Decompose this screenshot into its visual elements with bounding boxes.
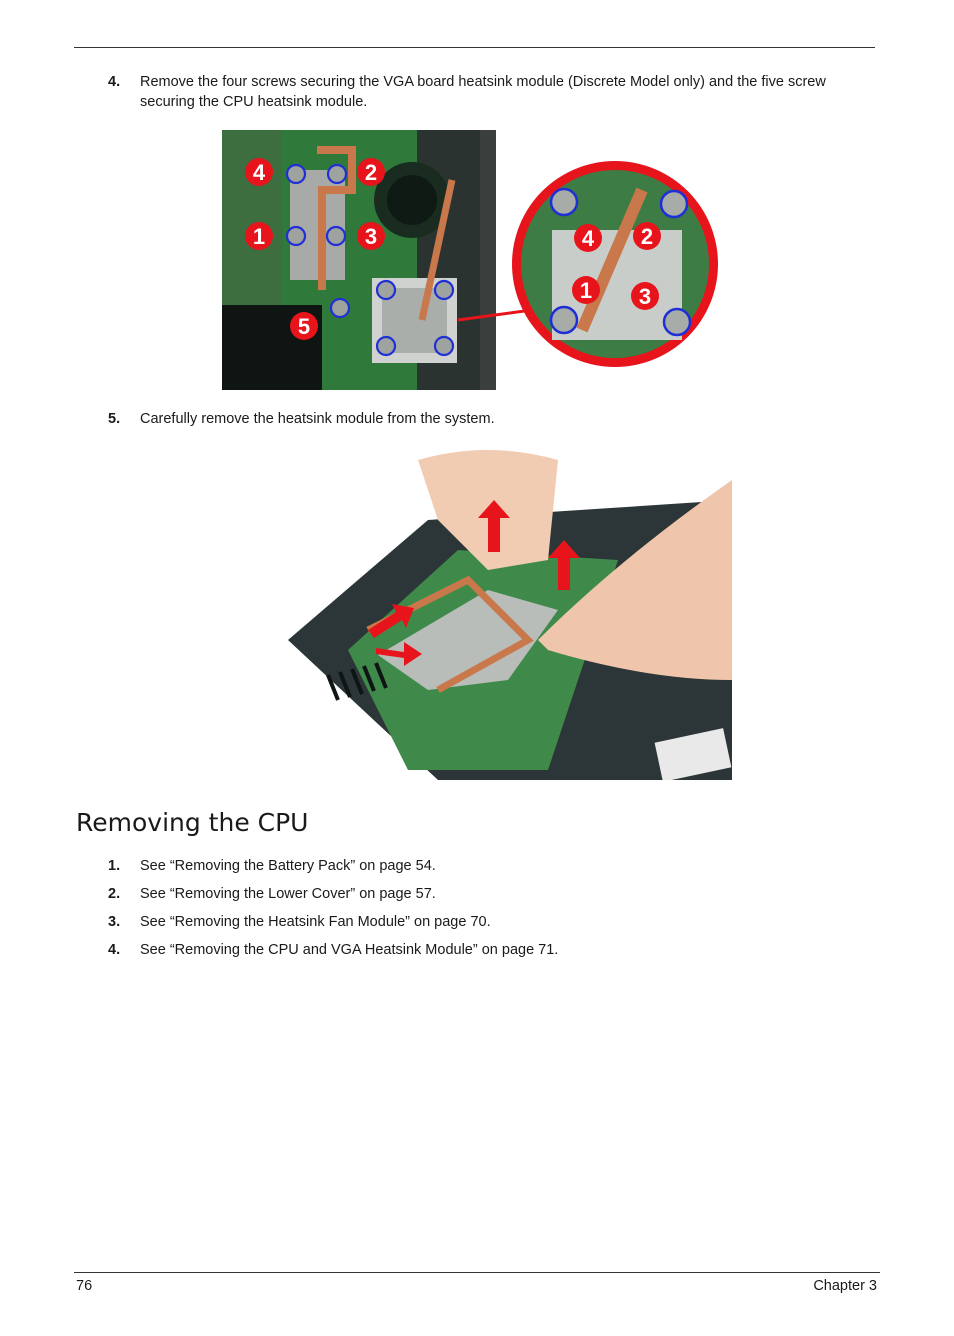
zoom-callout-1: 1 xyxy=(579,278,593,303)
callout-3: 3 xyxy=(364,224,378,249)
screw-3 xyxy=(327,227,345,245)
lift-heatsink-photo xyxy=(288,440,732,780)
header-rule xyxy=(74,47,875,48)
screw-2 xyxy=(328,165,346,183)
step-number: 3. xyxy=(108,914,121,930)
cpu-step-1 xyxy=(108,856,868,876)
step-number: 5. xyxy=(108,411,121,427)
step-text: See “Removing the Lower Cover” on page 57. xyxy=(140,886,436,902)
screw-4 xyxy=(287,165,305,183)
screw-5 xyxy=(331,299,349,317)
callout-1: 1 xyxy=(252,224,266,249)
cpu-step-3 xyxy=(108,912,868,932)
step-number: 1. xyxy=(108,858,121,874)
zoom-callout-4: 4 xyxy=(581,226,595,251)
section-title: Removing the CPU xyxy=(76,808,309,837)
step-text: Carefully remove the heatsink module from the system. xyxy=(140,411,495,427)
screw-diagram xyxy=(222,130,722,392)
step-number: 4. xyxy=(108,74,121,90)
step-text: See “Removing the Battery Pack” on page 54. xyxy=(140,858,436,874)
footer-rule xyxy=(74,1272,880,1273)
zoom-callout-2: 2 xyxy=(640,224,654,249)
page-number: 76 xyxy=(76,1278,93,1294)
figure-screw-locations xyxy=(222,130,722,392)
callout-5: 5 xyxy=(297,314,311,339)
chapter-label: Chapter 3 xyxy=(813,1278,877,1294)
step-number: 2. xyxy=(108,886,121,902)
cpu-step-4 xyxy=(108,940,868,960)
step-text: See “Removing the Heatsink Fan Module” on page 70. xyxy=(140,914,491,930)
callout-4: 4 xyxy=(252,160,266,185)
screw-1 xyxy=(287,227,305,245)
step-4-remove-screws xyxy=(108,72,868,112)
step-text: See “Removing the CPU and VGA Heatsink Module” on page 71. xyxy=(140,942,559,958)
step-text: Remove the four screws securing the VGA board heatsink module (Discrete Model only) and the five screw securing the CPU heatsink module. xyxy=(140,74,826,110)
callout-2: 2 xyxy=(364,160,378,185)
step-5-remove-heatsink xyxy=(108,409,868,429)
step-number: 4. xyxy=(108,942,121,958)
zoom-callout-3: 3 xyxy=(638,284,652,309)
figure-lift-heatsink xyxy=(288,440,732,780)
cpu-step-2 xyxy=(108,884,868,904)
